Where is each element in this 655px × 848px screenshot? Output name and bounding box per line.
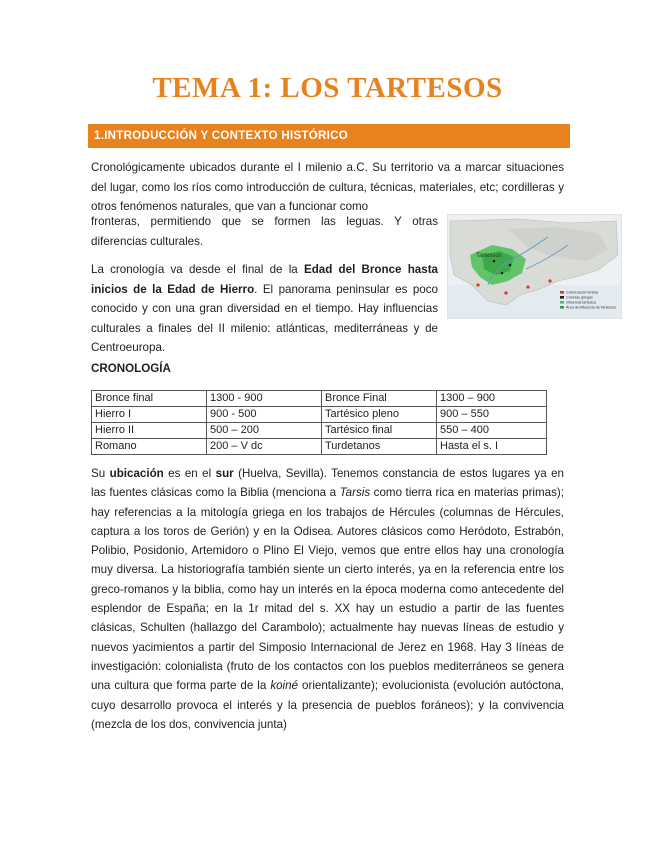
text-run: orientalizante); evolucionista (evolución autóctona, cuyo desarrollo provoca el interés y la presencia de pueblos foráneos); y la convivencia (mezcla de los dos, convivencia junta) — [91, 679, 565, 731]
bold-run: ubicación — [109, 467, 164, 480]
table-cell: 900 - 500 — [207, 407, 322, 423]
table-row — [92, 439, 547, 455]
table-cell: Hierro II — [92, 423, 207, 439]
table-cell: 1300 – 900 — [437, 391, 547, 407]
text-run: (Huelva, Sevilla). Tenemos constancia de estos lugares ya en las fuentes clásicas como la Biblia (menciona a — [91, 467, 564, 500]
table-row — [92, 423, 547, 439]
text-run: La cronología va desde el final de la — [91, 263, 304, 276]
text-run: . El panorama peninsular es poco conocido y con una gran diversidad en el tiempo. Hay influencias culturales a finales del II milenio: atlánticas, mediterráneas y de Centroeuropa. — [91, 282, 438, 355]
map-label: Tartessos — [476, 253, 502, 259]
table-cell: 500 – 200 — [207, 423, 322, 439]
table-cell: 550 – 400 — [437, 423, 547, 439]
chronology-heading: CRONOLOGÍA — [91, 362, 171, 375]
page-title: TEMA 1: LOS TARTESOS — [152, 72, 503, 104]
table-cell: Turdetanos — [322, 439, 437, 455]
text-run: como tierra rica en materias primas); hay referencias a la mitología griega en los trabajos de Hércules (columnas de Hércules, captura a los toros de Gerión) y en la Odisea. Autores clásicos como Heródoto, Estrabón, Polibio, Posidonio, Artemidoro o Plino El Viejo, vemos que entre ellos hay una cronología muy diversa. La historiografía también siente un cierto interés, ya en la referencia entre los greco-romanos y la biblia, como hay un interés en la época moderna como antecedente del esplendor de España; en la 1r mitad del s. XX hay un estudio a partir de las fuentes clásicas, Schulten (hallazgo del Carambolo); actualmente hay nuevas líneas de estudio y nuevos yacimientos a partir del Simposio Internacional de Jerez en 1968. Hay 3 líneas de investigación: colonialista (fruto de los contactos con los pueblos mediterráneos se genera una cultura que forma parte de la — [91, 486, 564, 693]
table-cell: Bronce final — [92, 391, 207, 407]
map-legend-item: Colonización fenicia — [566, 290, 598, 295]
map-legend-item: Colonias griegas — [566, 295, 593, 300]
table-cell: Hierro I — [92, 407, 207, 423]
bold-run: sur — [215, 467, 234, 480]
intro-paragraph: Cronológicamente ubicados durante el I milenio a.C. Su territorio va a marcar situaciones del lugar, como los ríos como introducción de cultura, técnicas, materiales, etc; cordilleras y otros fenómenos naturales, que van a funcionar como — [91, 161, 564, 214]
intro-paragraph-continued: fronteras, permitiendo que se formen las leguas. Y otras diferencias culturales. — [91, 215, 438, 248]
table-row — [92, 407, 547, 423]
table-cell: 1300 - 900 — [207, 391, 322, 407]
table-cell: Tartésico pleno — [322, 407, 437, 423]
location-paragraph — [91, 464, 564, 734]
italic-run: koiné — [270, 679, 299, 693]
tartessos-map-image — [447, 214, 622, 319]
italic-run: Tarsis — [339, 486, 371, 500]
table-cell: Hasta el s. I — [437, 439, 547, 455]
table-cell: Romano — [92, 439, 207, 455]
chronology-paragraph — [91, 260, 438, 358]
bold-run: Edad del Bronce hasta inicios de la Edad de Hierro — [91, 263, 438, 296]
table-cell: Bronce Final — [322, 391, 437, 407]
table-cell: Tartésico final — [322, 423, 437, 439]
text-run: es en el — [163, 467, 216, 480]
text-run: Su — [91, 467, 110, 480]
table-cell: 900 – 550 — [437, 407, 547, 423]
section-heading: 1.INTRODUCCIÓN Y CONTEXTO HISTÓRICO — [88, 124, 570, 148]
table-cell: 200 – V dc — [207, 439, 322, 455]
map-legend-item: Área de influencia de Tartessos — [566, 305, 617, 310]
map-legend-item: Influencia tartésica — [566, 300, 596, 305]
table-row — [92, 391, 547, 407]
chronology-table — [91, 390, 547, 455]
